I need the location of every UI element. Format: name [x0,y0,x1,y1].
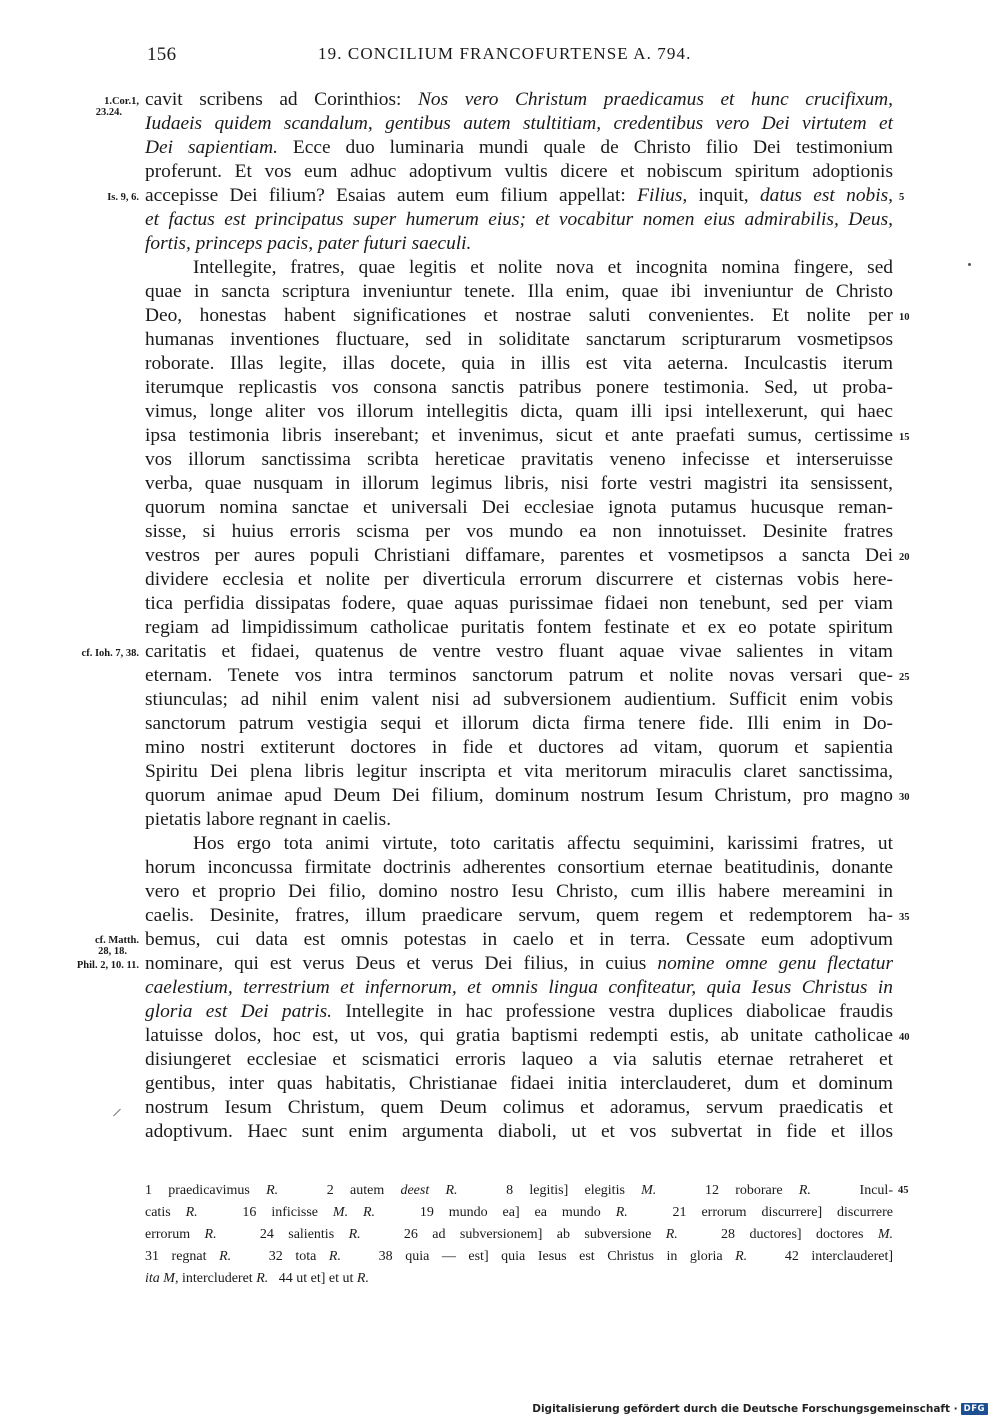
page-number: 156 [147,44,177,65]
italic-text: R. [328,1249,341,1264]
running-title: 19. CONCILIUM FRANCOFURTENSE A. 794. [318,44,692,63]
body-line [145,1024,893,1048]
italic-text: Nos vero Christum praedicamus et hunc crucifixum, [417,89,893,110]
body-line [145,712,893,736]
text-run: vos illorum sanctissima scribta hereticae pravitatis veneno infecisse et interseruisse [145,449,893,470]
text-run: cavit scribens ad Corinthios: [145,89,418,110]
italic-text: Dei sapientiam. [145,137,278,158]
text-run: horum inconcussa firmitate doctrinis adherentes consortium eternae beatitudinis, donante [145,857,893,878]
body-line [145,520,893,544]
line-number: 30 [899,792,910,803]
body-line [145,616,893,640]
text-run: intercluderet [178,1271,257,1286]
body-line [145,352,893,376]
text-run: pietatis labore regnant in caelis. [145,809,392,830]
text-run: Deo, honestas habent significationes et nostrae saluti convenientes. Et nolite per [145,305,893,326]
body-line [145,976,893,1000]
margin-reference: 1.Cor.1, [104,96,139,107]
margin-reference: Is. 9, 6. [107,192,139,203]
text-run: 12 roborare [656,1183,799,1198]
text-run: proferunt. Et vos eum adhuc adoptivum vultis dicere et nobiscum spiritum adoptionis [145,161,893,182]
body-line [145,736,893,760]
body-line [145,1072,893,1096]
body-line [145,472,893,496]
text-run: 16 inficisse [197,1205,333,1220]
body-line [145,280,893,304]
body-line [145,376,893,400]
text-run: sisse, si huius erroris scisma per vos mundo ea non innotuisset. Desinite fratres [145,521,893,542]
text-run: Incul- [810,1183,893,1198]
italic-text: R. [798,1183,811,1198]
italic-text: M. R. [332,1205,376,1220]
body-line [145,328,893,352]
text-run: mino nostri extiterunt doctores in fide et ductores ad vitam, quorum et sapientia [145,737,893,758]
text-run: adoptivum. Haec sunt enim argumenta diaboli, ut et vos subvertat in fide et illos [145,1121,893,1142]
italic-text: M. [877,1227,893,1242]
body-line [145,1000,893,1024]
italic-text: R. [356,1271,369,1286]
dfg-logo: DFG [961,1403,988,1415]
text-run: roborate. Illas legite, illas docete, quia in illis est vita aeterna. Inculcastis iterum [145,353,893,374]
body-line [145,760,893,784]
body-line [145,88,893,112]
body-line [145,592,893,616]
body-line [145,856,893,880]
body-line [145,304,893,328]
text-run: disiungeret ecclesiae et scismatici erroris laqueo a via salutis eternae retraheret et [145,1049,893,1070]
digitization-credit [532,1403,988,1415]
text-run: nominare, qui est verus Deus et verus Dei filius, in cuius [145,953,658,974]
body-line [145,184,893,208]
text-run: caritatis et fidaei, quatenus de ventre vestro fluant aquae vivae salientes in vitam [145,641,893,662]
body-line [145,568,893,592]
margin-reference: cf. Matth. [94,935,139,946]
body-line [145,808,893,832]
body-line [145,496,893,520]
text-run: 21 errorum discurrere] discurrere [627,1205,893,1220]
text-run: catis [145,1205,186,1220]
body-line [145,928,893,952]
body-line [145,1096,893,1120]
footnote-line [145,1224,893,1246]
margin-dot [968,263,971,266]
line-number: 10 [899,312,910,323]
footnote-line [145,1268,893,1290]
body-line [145,424,893,448]
margin-pencil-mark [113,1109,121,1117]
text-run: dividere ecclesia et nolite per diverticula errorum discurrere et cisternas vobis here- [145,569,893,590]
body-line [145,880,893,904]
text-run: bemus, cui data est omnis potestas in caelo et in terra. Cessate eum adoptivum [145,929,893,950]
text-run: iterumque replicastis vos consona sanctis patribus ponere testimonia. Sed, ut proba- [145,377,893,398]
text-run: quorum animae apud Deum Dei filium, dominum nostrum Iesum Christum, pro magno [145,785,893,806]
italic-text: Filius, [637,185,688,206]
footnote-line [145,1180,893,1202]
line-number: 20 [899,552,910,563]
body-line [145,136,893,160]
body-line [193,832,893,856]
italic-text: R. [185,1205,198,1220]
text-run: vestros per aures populi Christiani diffamare, parentes et vosmetipsos a sancta Dei [145,545,893,566]
body-line [145,448,893,472]
text-run: 32 tota [231,1249,329,1264]
italic-text: R. [219,1249,232,1264]
body-line [145,640,893,664]
text-run: 24 salientis [216,1227,349,1242]
body-line [145,232,893,256]
text-run: stiunculas; ad nihil enim valent nisi ad subversionem audientium. Sufficit enim vobis [145,689,893,710]
text-run: verba, quae nusquam in illorum legimus libris, nisi forte vestri magistri ita sensissent, [145,473,893,494]
italic-text: R. [615,1205,628,1220]
text-run: latuisse dolos, hoc est, ut vos, qui gratia baptismi redempti estis, ab unitate catholicae [145,1025,893,1046]
text-run: 8 legitis] elegitis [457,1183,642,1198]
text-run: Hos ergo tota animi virtute, toto caritatis affectu sequimini, karissimi fratres, ut [193,833,893,854]
italic-text: R. [256,1271,269,1286]
body-line [145,1048,893,1072]
text-run: sanctorum patrum vestigia sequi et illorum dicta firma tenere fide. Illi enim in Do- [145,713,893,734]
italic-text: datus est nobis, [759,185,893,206]
footnote-line [145,1202,893,1224]
body-line [145,952,893,976]
text-run: 44 ut et] et ut [268,1271,357,1286]
text-run: quae in sancta scriptura inveniuntur tenete. Illa enim, quae ibi inveniuntur de Christo [145,281,893,302]
text-run: humanas inventiones fluctuare, sed in soliditate sanctarum scripturarum vosmetipsos [145,329,893,350]
footnote-line [145,1246,893,1268]
text-run: 38 quia — est] quia Iesus est Christus in gloria [340,1249,736,1264]
body-line [145,208,893,232]
text-run: 1 praedicavimus [145,1183,267,1198]
text-run: errorum [145,1227,205,1242]
line-number: 40 [899,1032,910,1043]
margin-reference: 23.24. [95,107,122,118]
line-number: 35 [899,912,910,923]
text-run: accepisse Dei filium? Esaias autem eum filium appellat: [145,185,638,206]
italic-text: gloria est Dei patris. [145,1001,333,1022]
margin-reference: 28, 18. [98,946,127,957]
text-run: ipsa testimonia libris inserebant; et invenimus, sicut et ante praefati sumus, certissime [145,425,893,446]
italic-text: et factus est principatus super humerum eius; et vocabitur nomen eius admirabilis, Deus, [145,209,893,230]
body-line [145,112,893,136]
italic-text: M. [641,1183,657,1198]
text-run: inquit, [687,185,760,206]
line-number: 5 [899,192,905,203]
text-run: quorum nomina sanctae et universali Dei ecclesiae ignota putamus hucusque reman- [145,497,893,518]
footnote-line-number: 45 [898,1185,909,1196]
text-run: gentibus, inter quas habitatis, Christianae fidaei initia interclauderet, dum et dominum [145,1073,893,1094]
body-line [145,784,893,808]
text-run: vimus, longe aliter vos illorum intellegitis dicta, quam illi ipsi intellexerunt, qui haec [145,401,893,422]
text-run: 2 autem [278,1183,401,1198]
text-run: 19 mundo ea] ea mundo [375,1205,616,1220]
line-number: 15 [899,432,910,443]
text-run: Spiritu Dei plena libris legitur inscripta et vita meritorum miraculis claret sanctissima, [145,761,893,782]
text-run: eternam. Tenete vos intra terminos sanctorum patrum et nolite novas versari que- [145,665,893,686]
body-line [145,544,893,568]
body-line [193,256,893,280]
italic-text: R. [735,1249,748,1264]
text-run: Ecce duo luminaria mundi quale de Christo filio Dei testimonium [277,137,894,158]
body-line [145,904,893,928]
text-run: Intellegite in hac professione vestra duplices diabolicae fraudis [332,1001,894,1022]
body-line [145,664,893,688]
body-line [145,400,893,424]
credit-text: Digitalisierung gefördert durch die Deutsche Forschungsgemeinschaft · [532,1403,958,1415]
italic-text: R. [266,1183,279,1198]
text-run: nostrum Iesum Christum, quem Deum colimus et adoramus, servum praedicatis et [145,1097,893,1118]
italic-text: R. [665,1227,678,1242]
text-run: 31 regnat [145,1249,220,1264]
text-run: tica perfidia dissipatas fodere, quae aquas purissimae fidaei non tenebunt, sed per viam [145,593,893,614]
italic-text: fortis, princeps pacis, pater futuri saeculi. [145,233,472,254]
body-line [145,1120,893,1144]
margin-reference: Phil. 2, 10. 11. [76,960,139,971]
text-run: 42 interclauderet] [747,1249,894,1264]
italic-text: caelestium, terrestrium et infernorum, et omnis lingua confiteatur, quia Iesus Christus in [145,977,893,998]
text-run: Intellegite, fratres, quae legitis et nolite nova et incognita nomina fingere, sed [193,257,893,278]
italic-text: Iudaeis quidem scandalum, gentibus autem stultitiam, credentibus vero Dei virtutem et [145,113,893,134]
text-run: vero et proprio Dei filio, domino nostro Iesu Christo, cum illis habere mereamini in [145,881,893,902]
italic-text: R. [204,1227,217,1242]
body-line [145,160,893,184]
text-run: caelis. Desinite, fratres, illum praedicare servum, quem regem et redemptorem ha- [145,905,893,926]
italic-text: R. [348,1227,361,1242]
text-run: regiam ad limpidissimum catholicae puritatis fontem festinate et ex eo potate spiritum [145,617,893,638]
italic-text: nomine omne genu flectatur [657,953,894,974]
text-run: 28 ductores] doctores [677,1227,878,1242]
margin-reference: cf. Ioh. 7, 38. [81,648,139,659]
body-line [145,688,893,712]
italic-text: deest R. [400,1183,458,1198]
line-number: 25 [899,672,910,683]
text-run: 26 ad subversionem] ab subversione [360,1227,666,1242]
italic-text: ita M, [145,1271,179,1286]
